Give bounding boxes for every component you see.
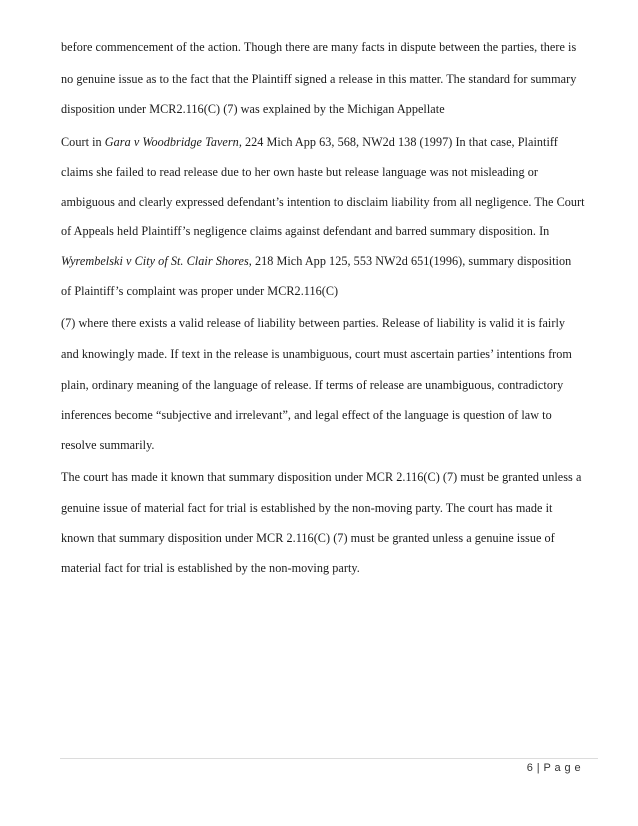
paragraph-line-13: inferences become “subjective and irrelevant”, and legal effect of the language is question of law to (61, 408, 552, 422)
paragraph-line-3: disposition under MCR2.116(C) (7) was explained by the Michigan Appellate (61, 102, 445, 116)
line-4-rest: 224 Mich App 63, 568, NW2d 138 (1997) In that case, Plaintiff (241, 135, 558, 149)
footer-divider (60, 758, 598, 759)
paragraph-line-11: and knowingly made. If text in the release is unambiguous, court must ascertain parties’ intentions from (61, 347, 572, 361)
paragraph-line-9: of Plaintiff’s complaint was proper under MCR2.116(C) (61, 284, 339, 298)
paragraph-line-7: of Appeals held Plaintiff’s negligence claims against defendant and barred summary disposition. In (61, 224, 550, 238)
paragraph-line-16: genuine issue of material fact for trial is established by the non-moving party. The court has made it (61, 501, 553, 515)
case-citation-gara: Gara v Woodbridge Tavern, (104, 135, 242, 149)
paragraph-line-17: known that summary disposition under MCR 2.116(C) (7) must be granted unless a genuine issue of (61, 531, 555, 545)
line-4-lead: Court in (61, 135, 105, 149)
paragraph-line-1: before commencement of the action. Though there are many facts in dispute between the parties, there is (61, 40, 577, 54)
paragraph-line-14: resolve summarily. (61, 438, 155, 452)
paragraph-line-6: ambiguous and clearly expressed defendant’s intention to disclaim liability from all negligence. The Court (61, 195, 585, 209)
paragraph-line-5: claims she failed to read release due to her own haste but release language was not misleading or (61, 165, 538, 179)
page-number: 6 (526, 762, 534, 774)
paragraph-line-8 (61, 253, 571, 269)
paragraph-line-12: plain, ordinary meaning of the language of release. If terms of release are unambiguous, contradictory (61, 378, 564, 392)
paragraph-line-4 (61, 134, 558, 150)
paragraph-line-18: material fact for trial is established by the non-moving party. (61, 561, 360, 575)
line-8-rest: , 218 Mich App 125, 553 NW2d 651(1996), summary disposition (248, 254, 572, 268)
paragraph-line-2: no genuine issue as to the fact that the Plaintiff signed a release in this matter. The standard for summary (61, 72, 577, 86)
case-citation-wyrembelski: Wyrembelski v City of St. Clair Shores (61, 254, 249, 268)
paragraph-line-15: The court has made it known that summary disposition under MCR 2.116(C) (7) must be granted unless a (61, 470, 582, 484)
page-footer (527, 761, 581, 775)
paragraph-line-10: (7) where there exists a valid release of liability between parties. Release of liability is valid it is fairly (61, 316, 566, 330)
page-separator: | (536, 762, 541, 774)
page-label: P a g e (543, 762, 581, 774)
